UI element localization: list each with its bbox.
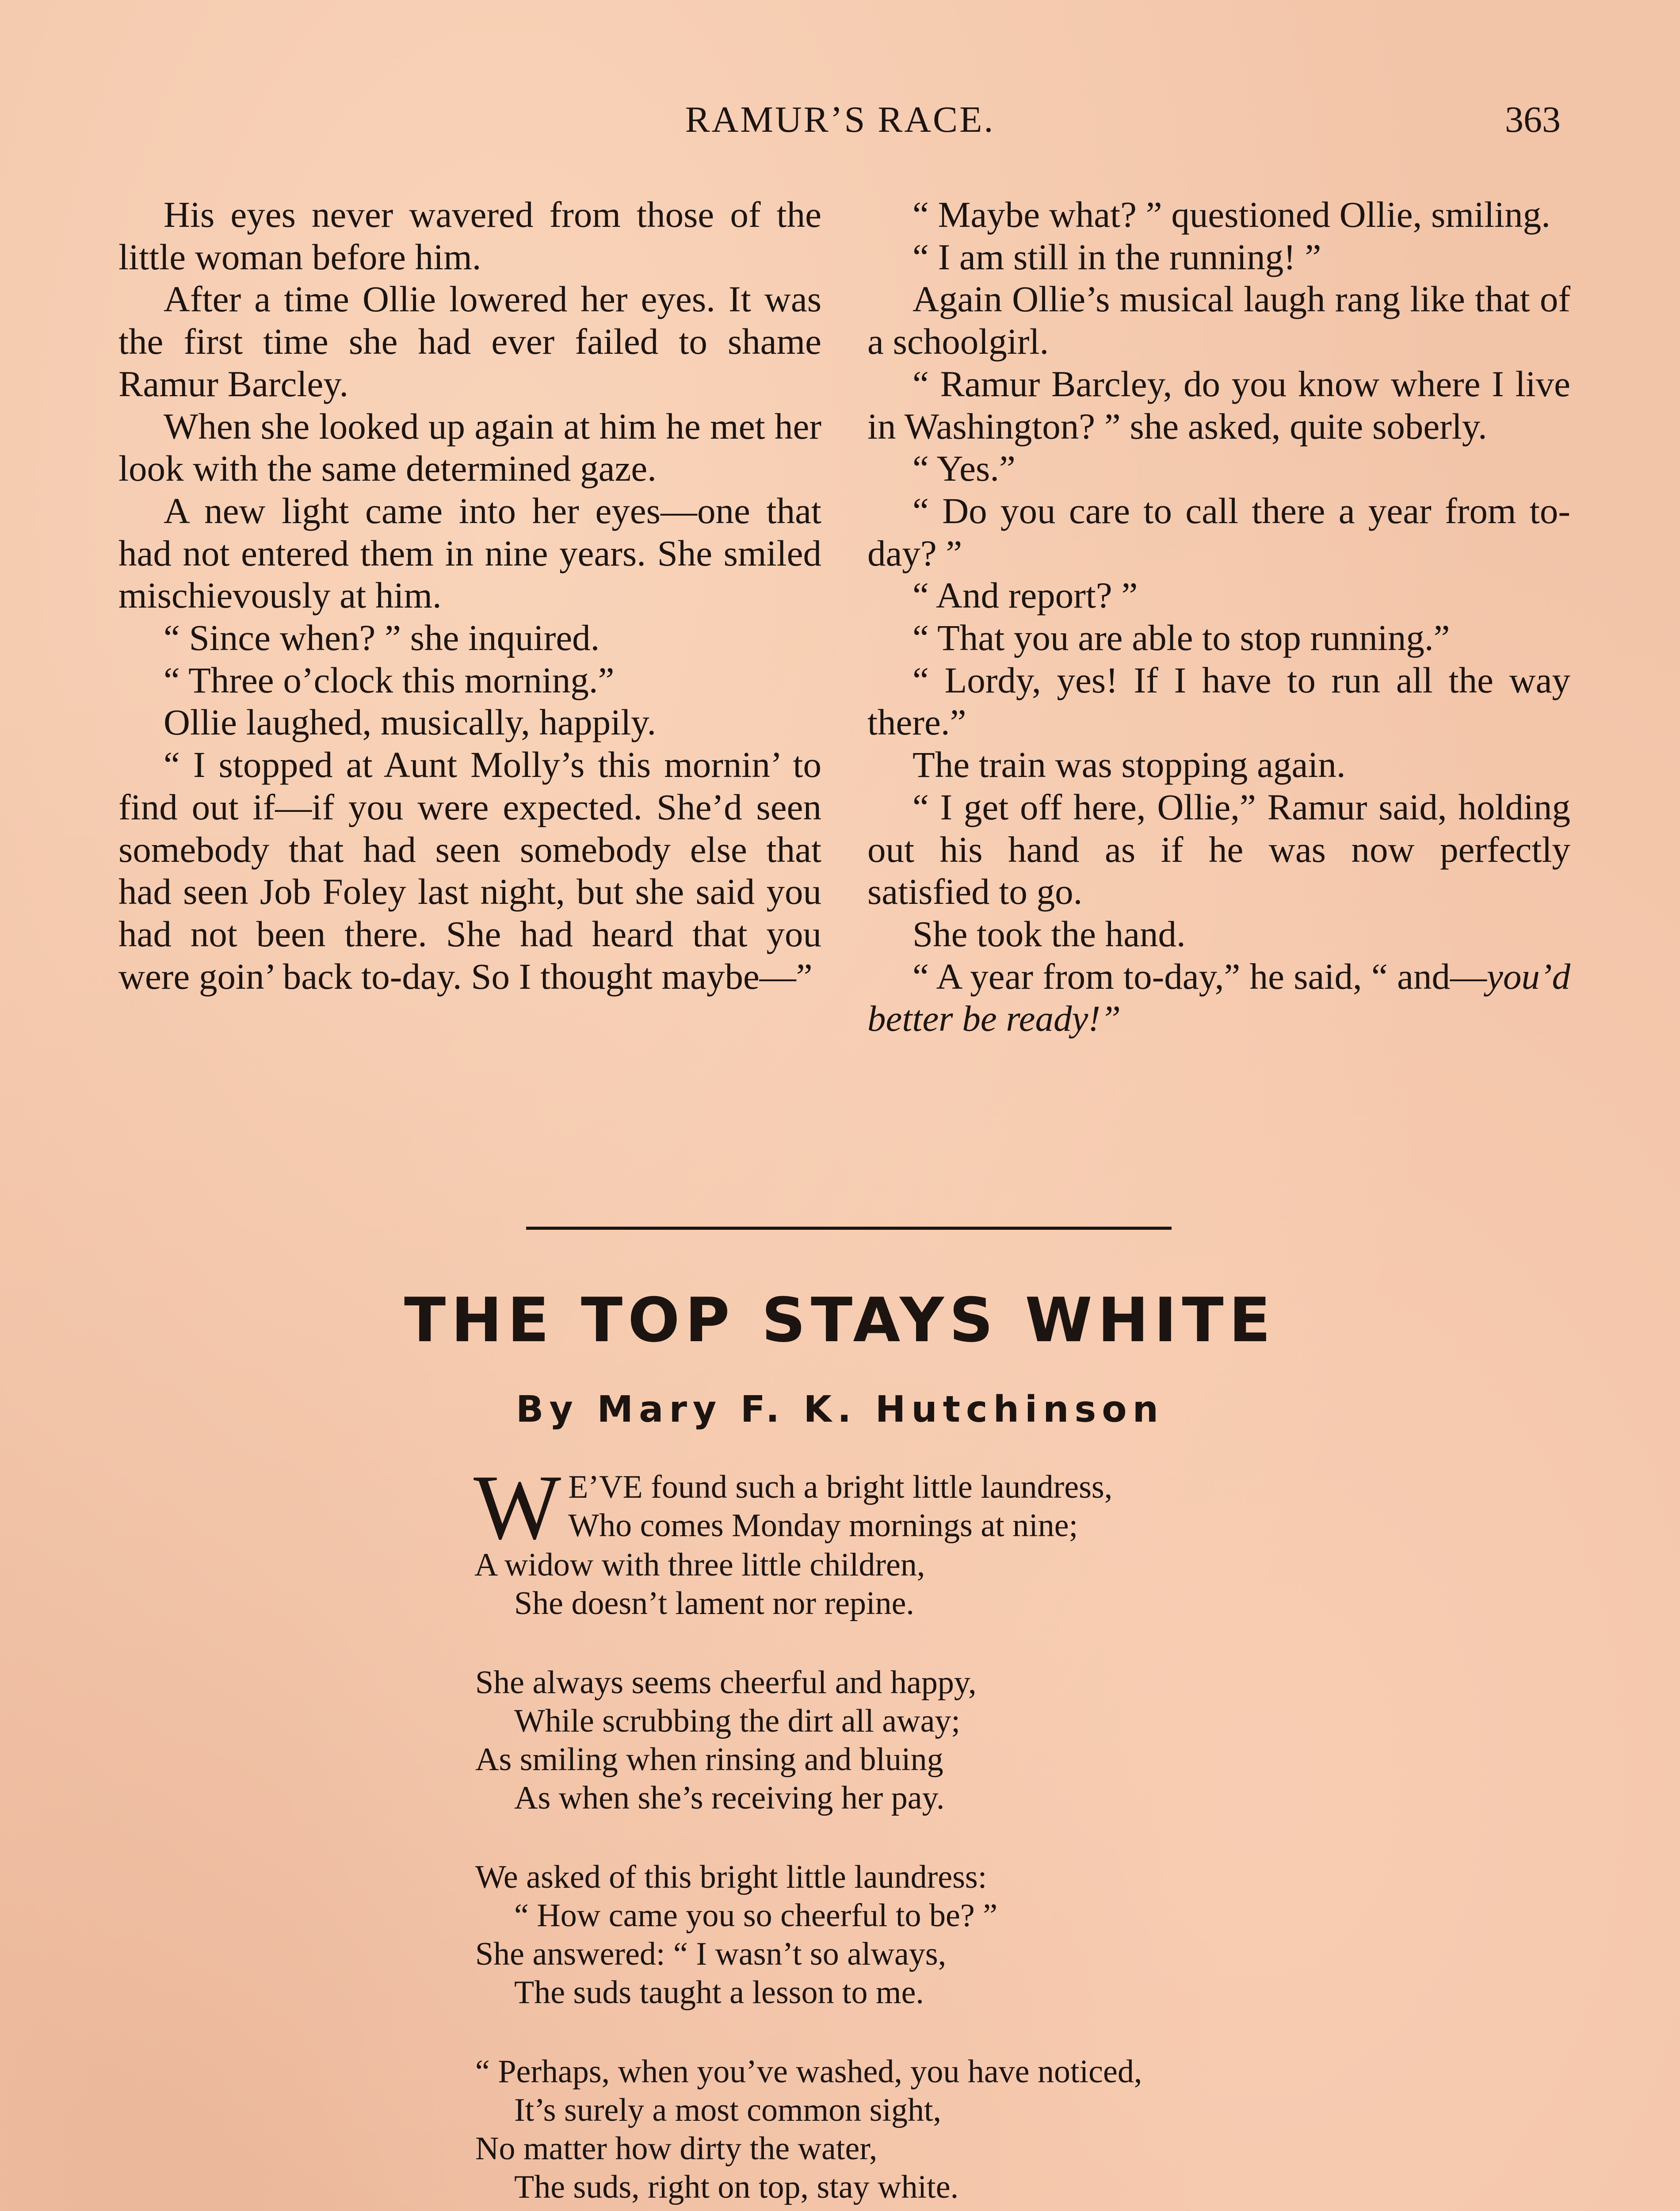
story-paragraph: “ Lordy, yes! If I have to run all the way there.” — [867, 659, 1570, 743]
poem-stanza — [475, 1858, 1342, 2012]
poem-line: Who comes Monday mornings at nine; — [568, 1507, 1078, 1544]
story-paragraph: “ And report? ” — [913, 575, 1138, 616]
poem-byline: By Mary F. K. Hutchinson — [516, 1389, 1164, 1431]
story-paragraph: “ Ramur Barcley, do you know where I live in Washington? ” she asked, quite soberly. — [867, 363, 1570, 447]
drop-cap: W — [473, 1456, 561, 1559]
poem-line: The suds, right on top, stay white. — [514, 2169, 959, 2205]
final-paragraph-italic: you’d better be ready!” — [867, 956, 1570, 1039]
poem-body — [473, 1456, 1342, 2211]
story-right-column — [867, 194, 1570, 1040]
story-paragraph: She took the hand. — [913, 913, 1186, 954]
section-divider — [526, 1227, 1172, 1230]
story-paragraph: “ I stopped at Aunt Molly’s this mornin’ to find out if—if you were expected. She’d seen somebody that had seen somebody else that had seen Job Foley last night, but she said you had not been there. She had heard that you were goin’ back to-day. So I thought maybe—” — [118, 744, 821, 997]
story-final-paragraph — [867, 956, 1570, 1040]
poem-line: “ How came you so cheerful to be? ” — [514, 1897, 998, 1934]
poem-stanza — [475, 1664, 1342, 1817]
story-paragraph: When she looked up again at him he met her look with the same determined gaze. — [118, 405, 821, 489]
poem-line: A widow with three little children, — [474, 1547, 925, 1583]
story-paragraph: “ Maybe what? ” questioned Ollie, smiling. — [913, 194, 1550, 235]
poem-title: THE TOP STAYS WHITE — [404, 1285, 1276, 1356]
poem-line: She answered: “ I wasn’t so always, — [475, 1936, 947, 1972]
poem-line: She always seems cheerful and happy, — [475, 1664, 977, 1701]
story-paragraph: A new light came into her eyes—one that had not entered them in nine years. She smiled mischievously at him. — [118, 490, 821, 616]
story-paragraph: “ Since when? ” she inquired. — [164, 617, 600, 658]
poem-line: She doesn’t lament nor repine. — [514, 1585, 914, 1622]
poem-line: No matter how dirty the water, — [475, 2131, 878, 2167]
story-paragraph: “ Do you care to call there a year from to-day? ” — [867, 490, 1570, 574]
running-title: RAMUR’S RACE. — [685, 99, 995, 140]
poem-line: E’VE found such a bright little laundress, — [568, 1469, 1113, 1505]
story-left-column — [118, 194, 821, 998]
poem-line: As when she’s receiving her pay. — [514, 1780, 945, 1816]
story-paragraph: After a time Ollie lowered her eyes. It was the first time she had ever failed to shame Ramur Barcley. — [118, 279, 821, 404]
story-paragraph: The train was stopping again. — [913, 744, 1346, 785]
final-paragraph-start: “ A year from to-day,” he said, “ and— — [913, 956, 1487, 997]
story-paragraph: Ollie laughed, musically, happily. — [164, 702, 657, 743]
story-paragraph: Again Ollie’s musical laugh rang like that of a schoolgirl. — [867, 279, 1570, 362]
page-number: 363 — [1505, 99, 1561, 140]
poem-line: We asked of this bright little laundress: — [475, 1859, 987, 1895]
story-paragraph: “ I am still in the running! ” — [913, 236, 1321, 277]
story-paragraph: His eyes never wavered from those of the little woman before him. — [118, 194, 821, 277]
poem-stanza — [475, 2053, 1342, 2207]
poem-stanza — [473, 1456, 1342, 1623]
poem-line: The suds taught a lesson to me. — [514, 1974, 924, 2011]
poem-line: “ Perhaps, when you’ve washed, you have noticed, — [475, 2054, 1142, 2090]
story-paragraph: “ Yes.” — [913, 448, 1016, 489]
story-paragraph: “ That you are able to stop running.” — [913, 617, 1450, 658]
poem-line: While scrubbing the dirt all away; — [514, 1703, 960, 1739]
poem-line: As smiling when rinsing and bluing — [475, 1741, 943, 1778]
story-paragraph: “ Three o’clock this morning.” — [164, 659, 615, 700]
story-paragraph: “ I get off here, Ollie,” Ramur said, holding out his hand as if he was now perfectly satisfied to go. — [867, 786, 1570, 912]
poem-line: It’s surely a most common sight, — [514, 2092, 942, 2128]
